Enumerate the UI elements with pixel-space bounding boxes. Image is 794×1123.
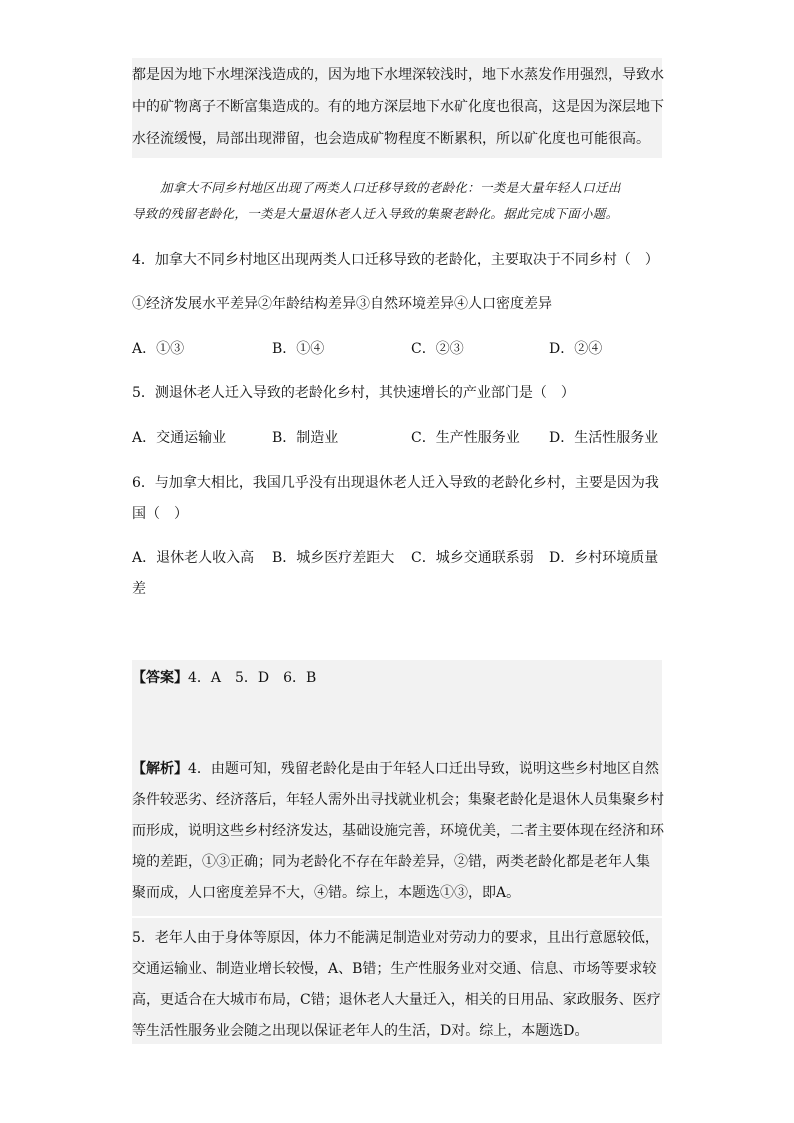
question-6-option-b: B．城乡医疗差距大 (272, 550, 395, 566)
question-6-option-d: D．乡村环境质量 (549, 550, 659, 566)
question-5-option-a: A．交通运输业 (132, 430, 227, 446)
question-6-option-d-wrap: 差 (132, 581, 146, 597)
question-5-option-d: D．生活性服务业 (549, 430, 659, 446)
question-4-option-c: C．②③ (411, 341, 464, 357)
question-5-stem: 5．测退休老人迁入导致的老龄化乡村，其快速增长的产业部门是（ ） (132, 385, 575, 401)
analysis-line: 聚而成，人口密度差异不大，④错。综上，本题选①③，即A。 (132, 885, 521, 901)
top-paragraph-line: 中的矿物离子不断富集造成的。有的地方深层地下水矿化度也很高，这是因为深层地下 (132, 99, 664, 115)
analysis-line: 条件较恶劣、经济落后，年轻人需外出寻找就业机会；集聚老龄化是退休人员集聚乡村 (132, 792, 664, 808)
intro-line: 导致的残留老龄化，一类是大量退休老人迁入导致的集聚老龄化。据此完成下面小题。 (132, 206, 619, 221)
question-4-option-a: A．①③ (132, 341, 185, 357)
analysis-q5-line: 5．老年人由于身体等原因，体力不能满足制造业对劳动力的要求，且出行意愿较低， (132, 930, 659, 946)
top-paragraph-line: 水径流缓慢，局部出现滞留，也会造成矿物程度不断累积，所以矿化度也可能很高。 (132, 131, 650, 147)
question-6-option-c: C．城乡交通联系弱 (411, 550, 534, 566)
answer-label: 【答案】 (132, 670, 188, 686)
question-4-items: ①经济发展水平差异②年龄结构差异③自然环境差异④人口密度差异 (132, 296, 552, 312)
answer-text: 4．A 5．D 6．B (188, 670, 317, 686)
question-6-option-a: A．退休老人收入高 (132, 550, 255, 566)
analysis-line (132, 760, 659, 778)
analysis-line: 境的差距，①③正确；同为老龄化不存在年龄差异，②错，两类老龄化都是老年人集 (132, 854, 650, 870)
intro-line: 加拿大不同乡村地区出现了两类人口迁移导致的老龄化：一类是大量年轻人口迁出 (160, 180, 621, 195)
answer-line (132, 669, 316, 687)
question-6-stem-cont: 国（ ） (132, 506, 188, 522)
analysis-q5-line: 交通运输业、制造业增长较慢，A、B错；生产性服务业对交通、信息、市场等要求较 (132, 961, 657, 977)
analysis-q5-line: 高，更适合在大城市布局，C错；退休老人大量迁入，相关的日用品、家政服务、医疗 (132, 992, 661, 1008)
question-5-option-b: B．制造业 (272, 430, 339, 446)
analysis-q5-line: 等生活性服务业会随之出现以保证老年人的生活，D对。综上，本题选D。 (132, 1023, 589, 1039)
analysis-label: 【解析】 (132, 761, 188, 777)
question-4-option-d: D．②④ (549, 341, 603, 357)
analysis-line: 而形成，说明这些乡村经济发达，基础设施完善，环境优美，二者主要体现在经济和环 (132, 823, 664, 839)
analysis-q4-first: 4．由题可知，残留老龄化是由于年轻人口迁出导致，说明这些乡村地区自然 (188, 761, 659, 777)
top-paragraph-line: 都是因为地下水埋深浅造成的，因为地下水埋深较浅时，地下水蒸发作用强烈，导致水 (132, 67, 664, 83)
question-4-option-b: B．①④ (272, 341, 325, 357)
question-5-option-c: C．生产性服务业 (411, 430, 520, 446)
question-4-stem: 4．加拿大不同乡村地区出现两类人口迁移导致的老龄化，主要取决于不同乡村（ ） (132, 252, 659, 268)
question-6-stem: 6．与加拿大相比，我国几乎没有出现退休老人迁入导致的老龄化乡村，主要是因为我 (132, 475, 659, 491)
